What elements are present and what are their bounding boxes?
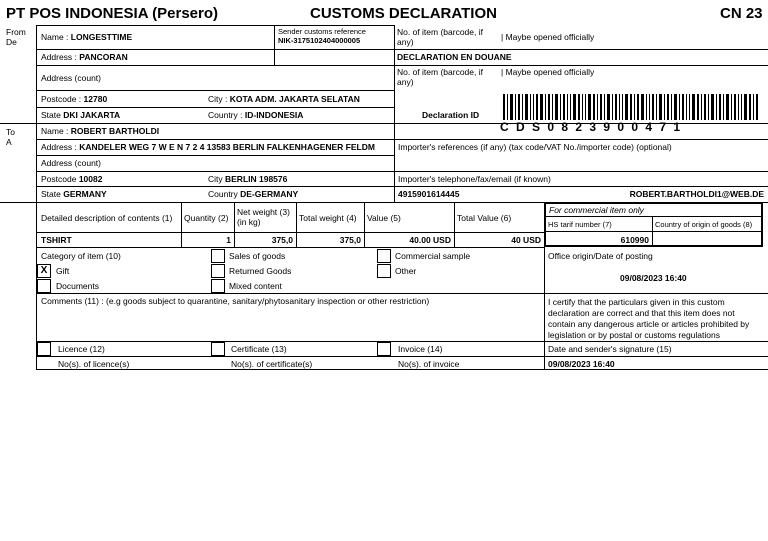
from-label: From: [6, 27, 26, 37]
col-origin: Country of origin of goods (8): [655, 220, 753, 229]
declaration-id-label: Declaration ID: [422, 110, 480, 120]
licence-checkbox[interactable]: [37, 342, 51, 356]
sender-state: State DKI JAKARTA: [41, 110, 121, 120]
row-hs: 610990: [620, 235, 649, 245]
opened-note: | Maybe opened officially: [501, 32, 595, 42]
company-name: PT POS INDONESIA (Persero): [6, 5, 218, 22]
page-title: CUSTOMS DECLARATION: [310, 5, 497, 22]
recipient-address: Address : KANDELER WEG 7 W E N 7 2 4 13583 BERLIN FALKENHAGENER FELDM: [41, 142, 375, 152]
certificate-checkbox[interactable]: [211, 342, 225, 356]
signature-date: 09/08/2023 16:40: [548, 359, 615, 369]
sender-city: City : KOTA ADM. JAKARTA SELATAN: [208, 94, 360, 104]
row-quantity: 1: [226, 235, 231, 245]
col-description: Detailed description of contents (1): [41, 213, 173, 223]
commercial-title: For commercial item only: [549, 205, 644, 215]
invoice-label: Invoice (14): [398, 344, 443, 354]
licence-number: No(s). of licence(s): [58, 359, 130, 369]
barcode-icon: [503, 94, 761, 120]
col-total-weight: Total weight (4): [299, 213, 357, 223]
row-value: 40.00 USD: [409, 235, 451, 245]
importer-email: ROBERT.BARTHOLDI1@WEB.DE: [629, 189, 764, 199]
certificate-number: No(s). of certificate(s): [231, 359, 313, 369]
row-net-weight: 375,0: [271, 235, 293, 245]
item-no-label: No. of item (barcode, if any): [397, 27, 483, 47]
row-total-weight: 375,0: [339, 235, 361, 245]
documents-label: Documents: [56, 281, 99, 291]
gift-checkbox[interactable]: X: [37, 264, 51, 278]
returned-checkbox[interactable]: [211, 264, 225, 278]
sender-ref-label: Sender customs reference: [278, 27, 366, 36]
col-hs: HS tarif number (7): [548, 220, 612, 229]
col-quantity: Quantity (2): [184, 213, 229, 223]
row-description: TSHIRT: [41, 235, 72, 245]
sender-ref: NIK-3175102404000005: [278, 36, 361, 45]
recipient-country: Country DE-GERMANY: [208, 189, 299, 199]
category-label: Category of item (10): [41, 251, 121, 261]
commercial-sample-label: Commercial sample: [395, 251, 471, 261]
commercial-sample-checkbox[interactable]: [377, 249, 391, 263]
comments-label: Comments (11) : (e.g goods subject to quarantine, sanitary/phytosanitary inspection or other restriction): [41, 296, 430, 306]
form-code: CN 23: [720, 5, 763, 22]
sender-address: Address : PANCORAN: [41, 52, 128, 62]
sender-name: Name : LONGESTTIME: [41, 32, 133, 42]
row-total-value: 40 USD: [511, 235, 541, 245]
sales-checkbox[interactable]: [211, 249, 225, 263]
certify-line-1: I certify that the particulars given in this custom: [548, 297, 725, 307]
recipient-name: Name : ROBERT BARTHOLDI: [41, 126, 160, 136]
to-label-fr: A: [6, 137, 12, 147]
col-total-value: Total Value (6): [457, 213, 512, 223]
certify-line-4: legislation or by postal or customs regulations: [548, 330, 720, 340]
mixed-checkbox[interactable]: [211, 279, 225, 293]
opened-note-2: | Maybe opened officially: [501, 67, 595, 77]
sender-address-count: Address (count): [41, 73, 101, 83]
office-origin-label: Office origin/Date of posting: [548, 251, 653, 261]
col-value: Value (5): [367, 213, 401, 223]
documents-checkbox[interactable]: [37, 279, 51, 293]
to-label: To: [6, 127, 15, 137]
importer-contact-label: Importer's telephone/fax/email (if known): [398, 174, 551, 184]
certify-line-2: declaration are correct and that this item does not: [548, 308, 735, 318]
licence-label: Licence (12): [58, 344, 105, 354]
sales-label: Sales of goods: [229, 251, 286, 261]
recipient-city: City BERLIN 198576: [208, 174, 288, 184]
signature-label: Date and sender's signature (15): [548, 344, 672, 354]
returned-label: Returned Goods: [229, 266, 292, 276]
importer-references-label: Importer's references (if any) (tax code/VAT No./importer code) (optional): [398, 142, 672, 152]
recipient-state: State GERMANY: [41, 189, 107, 199]
col-net-weight: Net weight (3) (in kg): [237, 207, 290, 227]
mixed-label: Mixed content: [229, 281, 282, 291]
recipient-address-count: Address (count): [41, 158, 101, 168]
certificate-label: Certificate (13): [231, 344, 287, 354]
barcode-text: C D S 0 8 2 3 9 0 0 4 7 1: [500, 120, 683, 134]
recipient-postcode: Postcode 10082: [41, 174, 103, 184]
importer-phone: 4915901614445: [398, 189, 460, 199]
office-date: 09/08/2023 16:40: [620, 273, 687, 283]
invoice-checkbox[interactable]: [377, 342, 391, 356]
item-no-label-2: No. of item (barcode, if any): [397, 67, 483, 87]
from-label-fr: De: [6, 37, 17, 47]
sender-postcode: Postcode : 12780: [41, 94, 108, 104]
certify-line-3: contain any dangerous article or articles prohibited by: [548, 319, 750, 329]
other-checkbox[interactable]: [377, 264, 391, 278]
declaration-fr: DECLARATION EN DOUANE: [397, 52, 512, 62]
gift-label: Gift: [56, 266, 70, 276]
invoice-number: No(s). of invoice: [398, 359, 460, 369]
other-label: Other: [395, 266, 417, 276]
sender-country: Country : ID-INDONESIA: [208, 110, 304, 120]
